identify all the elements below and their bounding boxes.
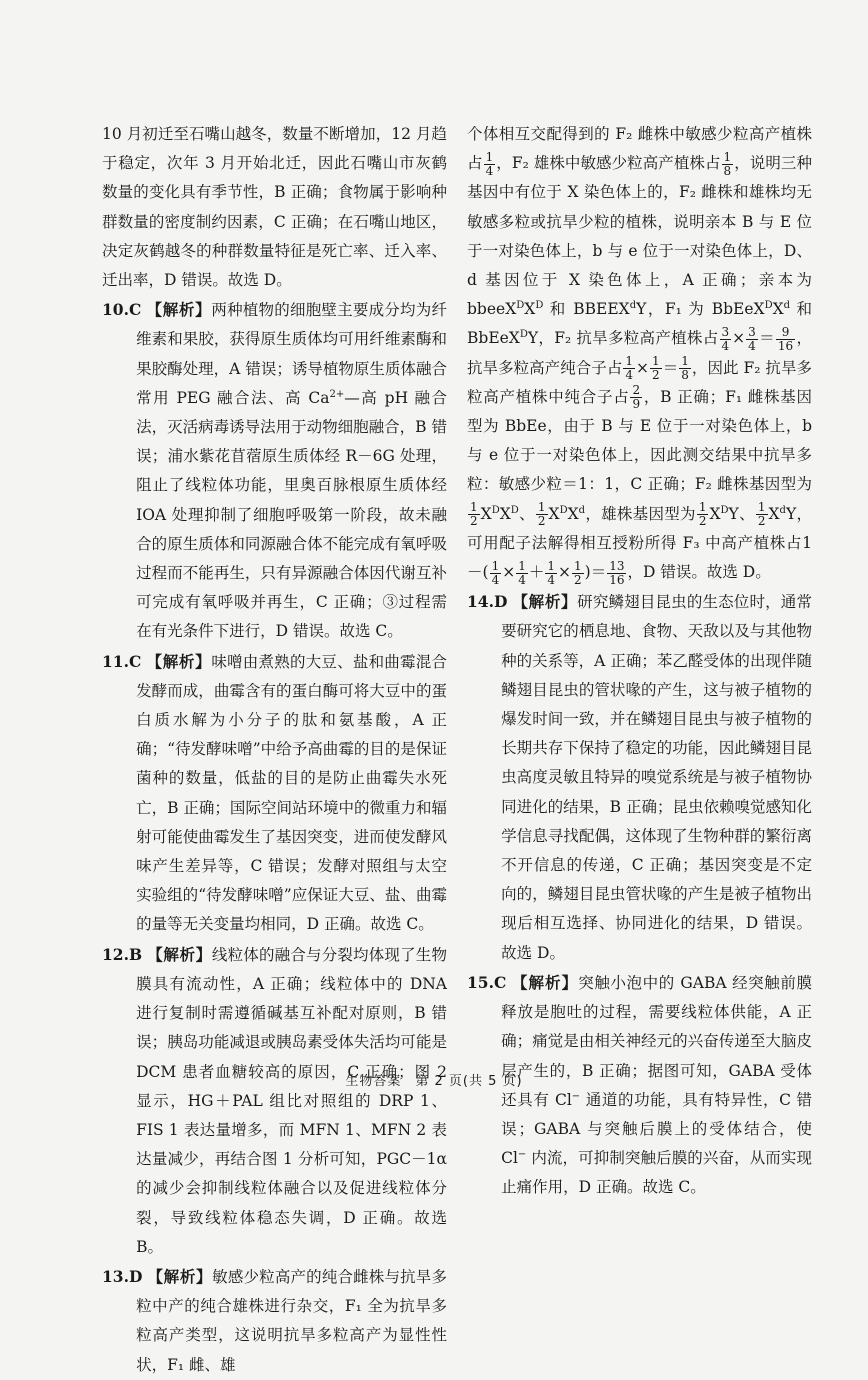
- q14-explanation: 14.D 【解析】研究鳞翅目昆虫的生态位时，通常要研究它的栖息地、食物、天敌以及与其他物种的关系等，A 正确；苯乙醛受体的出现伴随鳞翅目昆虫的管状喙的产生，这与被子植物的爆发时间一致，并在鳞翅目昆虫与被子植物的长期共存下保持了稳定的功能，因此鳞翅目昆虫高度灵敏且特异的嗅觉系统是与被子植物协同进化的结果，B 正确；昆虫依赖嗅觉感知化学信息寻找配偶，这体现了生物种群的繁衍离不开信息的传递，C 正确；基因突变是不定向的，鳞翅目昆虫管状喙的产生是被子植物出现后相互选择、协同进化的结果，D 错误。故选 D。: [467, 592, 812, 962]
- fraction: $\frac{1}{8}$: [681, 354, 689, 383]
- fraction: $\frac{1}{4}$: [518, 558, 526, 587]
- q11-number: 11.: [102, 651, 129, 671]
- analysis-tag: 【解析】: [147, 944, 212, 964]
- page-footer: 生物答案 第 2 页(共 5 页): [345, 1074, 523, 1089]
- q10-explanation: 10.C 【解析】两种植物的细胞壁主要成分均为纤维素和果胶，获得原生质体均可用纤维素酶和果胶酶处理，A 错误；诱导植物原生质体融合常用 PEG 融合法、高 $Ca^{2+}—$高 pH 融合法，灭活病毒诱导法用于动物细胞融合，B 错误；浦水紫花苜蓿原生质体经 R－6G 处理，阻止了线粒体功能，里奥百脉根原生质体经 IOA 处理抑制了细胞呼吸第一阶段，故未融合的原生质体和同源融合体不能完成有氧呼吸过程而不能再生，只有异源融合体因代谢互补可完成有氧呼吸并再生，C 正确；③过程需在有光条件下进行，D 错误。故选 C。: [102, 300, 447, 641]
- q11-explanation: 11.C 【解析】味噌由煮熟的大豆、盐和曲霉混合发酵而成，曲霉含有的蛋白酶可将大豆中的蛋白质水解为小分子的肽和氨基酸，A 正确；“待发酵味噌”中给予高曲霉的目的是保证菌种的数量，低盐的目的是防止曲霉失水死亡，B 正确；国际空间站环境中的微重力和辐射可能使曲霉发生了基因突变，进而使发酵风味产生差异等，C 错误；发酵对照组与太空实验组的“待发酵味噌”应保证大豆、盐、曲霉的量等无关变量均相同，D 正确。故选 C。: [102, 651, 447, 934]
- fraction: $\frac{1}{2}$: [652, 354, 660, 383]
- q12-explanation: 12.B 【解析】线粒体的融合与分裂均体现了生物膜具有流动性，A 正确；线粒体中的 DNA 进行复制时需遵循碱基互补配对原则，B 错误；胰岛功能减退或胰岛素受体失活均可能是 DCM 患者血糖较高的原因，C 正确；图 2 显示，HG＋PAL 组比对照组的 DRP 1、FIS 1 表达量增多，而 MFN 1、MFN 2 表达量减少，再结合图 1 分析可知，PGC－1α 的减少会抑制线粒体融合以及促进线粒体分裂，导致线粒体稳态失调，D 正确。故选 B。: [102, 944, 447, 1256]
- fraction: $\frac{1}{2}$: [470, 500, 478, 529]
- q12-answer: B: [128, 944, 143, 964]
- fraction: $\frac{1}{4}$: [625, 354, 634, 383]
- fraction: $\frac{3}{4}$: [748, 324, 756, 353]
- q9-continuation: 10 月初迁至石嘴山越冬，数量不断增加，12 月趋于稳定，次年 3 月开始北迁，因此石嘴山市灰鹤数量的变化具有季节性，B 正确；食物属于影响种群数量的密度制约因素，C 正确；在石嘴山地区，决定灰鹤越冬的种群数量特征是死亡率、迁入率、迁出率，D 错误。故选 D。: [102, 125, 447, 290]
- fraction: $\frac{1}{2}$: [574, 558, 582, 587]
- analysis-tag: 【解析】: [512, 592, 578, 612]
- q12-number: 12.: [102, 944, 129, 964]
- left-column: [102, 120, 447, 1380]
- q15-answer: C: [493, 972, 507, 992]
- fraction: $\frac{9}{16}$: [777, 324, 794, 353]
- fraction: $\frac{1}{2}$: [698, 500, 707, 529]
- q10-answer: C: [128, 300, 142, 320]
- q10-number: 10.: [102, 300, 129, 320]
- q13-answer: D: [128, 1266, 143, 1286]
- fraction: $\frac{1}{2}$: [757, 500, 766, 529]
- q11-answer: C: [128, 651, 142, 671]
- analysis-tag: 【解析】: [146, 300, 212, 320]
- analysis-tag: 【解析】: [146, 651, 212, 671]
- fraction: $\frac{1}{2}$: [537, 500, 546, 529]
- fraction: $\frac{3}{4}$: [721, 324, 730, 353]
- right-column: [467, 120, 812, 1203]
- q13-number: 13.: [102, 1266, 129, 1286]
- q14-answer: D: [493, 592, 508, 612]
- analysis-tag: 【解析】: [147, 1266, 213, 1286]
- fraction: $\frac{13}{16}$: [609, 558, 625, 587]
- fraction: $\frac{1}{8}$: [723, 149, 732, 178]
- fraction: $\frac{1}{4}$: [547, 558, 555, 587]
- q15-number: 15.: [467, 972, 494, 992]
- fraction: $\frac{2}{9}$: [632, 383, 641, 412]
- q13-explanation-start: 13.D 【解析】敏感少粒高产的纯合雌株与抗旱多粒中产的纯合雄株进行杂交，F₁ 全为抗旱多粒高产类型，这说明抗旱多粒高产为显性性状，F₁ 雌、雄: [102, 1266, 447, 1374]
- analysis-tag: 【解析】: [511, 972, 579, 992]
- q14-number: 14.: [467, 592, 494, 612]
- q13-explanation-cont: 个体相互交配得到的 F₂ 雌株中敏感少粒高产植株占 $\frac{1}{4}$ ，F₂ 雄株中敏感少粒高产植株占 $\frac{1}{8}$ ，说明三种基因中有位于 X 染色体上的，F₂ 雌株和雄株均无敏感多粒或抗旱少粒的植株，说明亲本 B 与 E 位于一对染色体上，b 与 e 位于一对染色体上，D、d 基因位于 X 染色体上，A 正确；亲本为 $bbeeX^DX^D$ 和 BBEEX$^d$Y，F₁ 为 $BbEeX^DX^d$ 和 BbEeX$^D$Y，F₂ 抗旱多粒高产植株占 $\frac{3}{4}$ × $\frac{3}{4}$ ＝ $\frac{9}{16}$ ，抗旱多粒高产纯合子占 $\frac{1}{4}$ × $\frac{1}{2}$ ＝ $\frac{1}{8}$ ，因此 F₂ 抗旱多粒高产植株中纯合子占 $\frac{2}{9}$ ，B 正确；F₁ 雌株基因型为 BbEe，由于 B 与 E 位于一对染色体上，b 与 e 位于一对染色体上，因此测交结果中抗旱多粒：敏感少粒＝1：1，C 正确；F₂ 雌株基因型为 $\frac{1}{2}$ $X^DX^D$、 $\frac{1}{2}$ $X^DX^d$，雄株基因型为 $\frac{1}{2}$ $X^DY$、 $\frac{1}{2}$ $X^dY$，可用配子法解得相互授粉所得 F₃ 中高产植株占1－( $\frac{1}{4}$ × $\frac{1}{4}$ ＋ $\frac{1}{4}$ × $\frac{1}{2}$ )＝ $\frac{13}{16}$ ，D 错误。故选 D。: [467, 125, 812, 587]
- fraction: $\frac{1}{4}$: [485, 149, 494, 178]
- q15-explanation: 15.C 【解析】突触小泡中的 GABA 经突触前膜释放是胞吐的过程，需要线粒体供能，A 正确；痛觉是由相关神经元的兴奋传递至大脑皮层产生的，B 正确；据图可知，GABA 受体还具有 Cl− 通道的功能，具有特异性，C 错误；GABA 与突触后膜上的受体结合，使 Cl− 内流，可抑制突触后膜的兴奋，从而实现止痛作用，D 正确。故选 C。: [467, 972, 812, 1197]
- fraction: $\frac{1}{4}$: [491, 558, 500, 587]
